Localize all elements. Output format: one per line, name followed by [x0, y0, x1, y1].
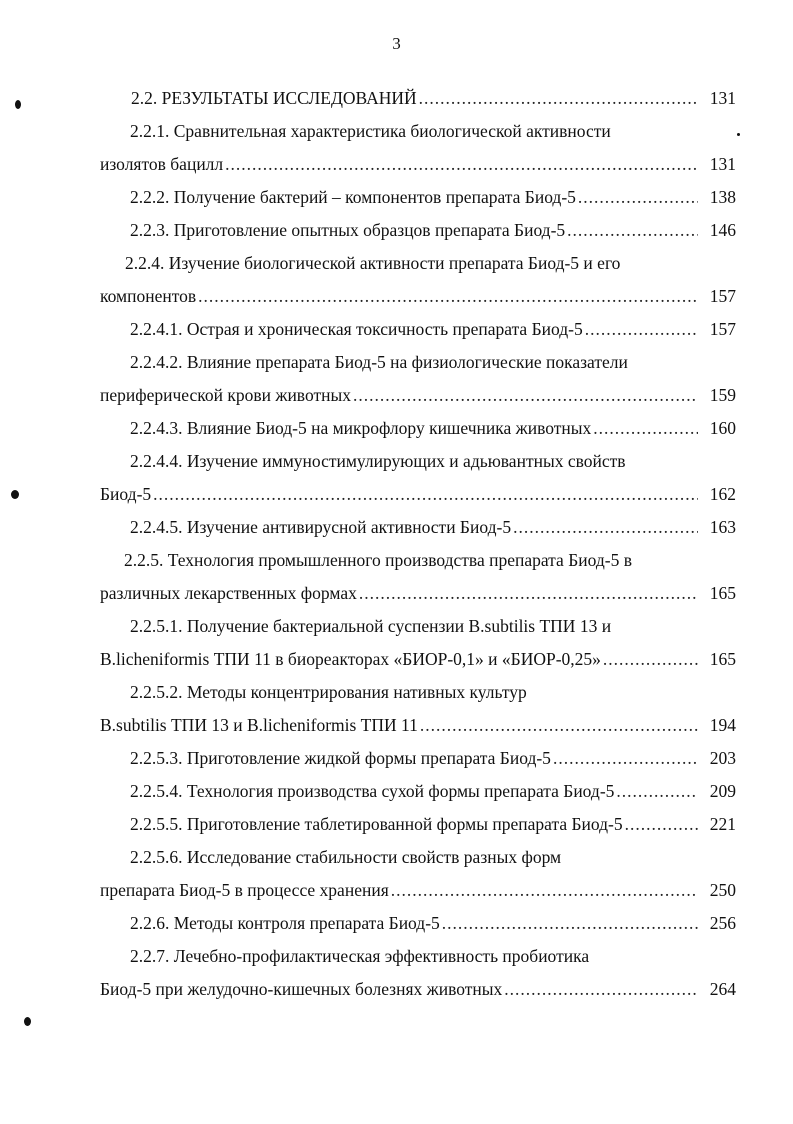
- toc-leader-dots: [593, 416, 698, 440]
- toc-entry-title-lead: 2.2.1. Сравнительная характеристика биологической активности: [130, 121, 611, 141]
- toc-entry-lead: [130, 680, 766, 704]
- toc-entry: [100, 383, 736, 407]
- toc-entry-title-lead: 2.2.5. Технология промышленного производства препарата Биод-5 в: [124, 550, 632, 570]
- toc-entry-page: 250: [709, 880, 736, 900]
- toc-entry-title: 2.2.4.5. Изучение антивирусной активности Биод-5: [130, 517, 512, 537]
- toc-entry-lead: [130, 350, 766, 374]
- toc-entry: [100, 152, 736, 176]
- toc-entry: [100, 482, 736, 506]
- toc-entry-title: 2.2.5.4. Технология производства сухой формы препарата Биод-5: [130, 781, 615, 801]
- toc-entry-title-lead: 2.2.5.2. Методы концентрирования нативных культур: [130, 682, 527, 702]
- toc-entry: [130, 746, 736, 770]
- toc-entry-page: 146: [709, 220, 736, 240]
- toc-entry-title-lead: 2.2.7. Лечебно-профилактическая эффективность пробиотика: [130, 946, 590, 966]
- toc-entry-page: 157: [709, 286, 736, 306]
- toc-leader-dots: [585, 317, 698, 341]
- scan-mark: [15, 100, 21, 109]
- toc-entry-title-lead: 2.2.4. Изучение биологической активности препарата Биод-5 и его: [125, 253, 621, 273]
- toc-entry-page: 163: [709, 517, 736, 537]
- toc-entry-title: периферической крови животных: [100, 385, 351, 405]
- toc-entry-page: 157: [709, 319, 736, 339]
- toc-entry: [130, 779, 736, 803]
- toc-entry-lead: [130, 845, 766, 869]
- toc-entry: [130, 911, 736, 935]
- toc-entry-title: различных лекарственных формах: [100, 583, 357, 603]
- toc-leader-dots: [419, 86, 698, 110]
- toc-entry-page: 165: [709, 649, 736, 669]
- toc-leader-dots: [553, 746, 698, 770]
- toc-leader-dots: [625, 812, 698, 836]
- toc-entry-page: 162: [709, 484, 736, 504]
- toc-leader-dots: [225, 152, 698, 176]
- toc-entry-page: 203: [709, 748, 736, 768]
- toc-entry: [130, 515, 736, 539]
- toc-leader-dots: [513, 515, 698, 539]
- toc-entry-title-lead: 2.2.4.2. Влияние препарата Биод-5 на физиологические показатели: [130, 352, 628, 372]
- toc-entry-title: 2.2.3. Приготовление опытных образцов препарата Биод-5: [130, 220, 566, 240]
- scan-mark: [24, 1017, 31, 1026]
- toc-entry: [130, 218, 736, 242]
- toc-leader-dots: [420, 713, 698, 737]
- toc-entry-page: 138: [709, 187, 736, 207]
- toc-entry: [100, 878, 736, 902]
- toc-entry-page: 165: [709, 583, 736, 603]
- toc-entry: [100, 977, 736, 1001]
- toc-entry-lead: [130, 449, 766, 473]
- toc-entry-page: 264: [709, 979, 736, 999]
- toc-entry: [130, 416, 736, 440]
- toc-entry-title: 2.2.5.3. Приготовление жидкой формы препарата Биод-5: [130, 748, 551, 768]
- toc-entry: [130, 185, 736, 209]
- toc-entry-page: 256: [709, 913, 736, 933]
- toc-leader-dots: [616, 779, 698, 803]
- toc-entry-page: 131: [709, 154, 736, 174]
- toc-entry: [131, 86, 736, 110]
- toc-entry-page: 131: [709, 88, 736, 108]
- toc-entry-lead: [124, 548, 760, 572]
- toc-leader-dots: [567, 218, 698, 242]
- toc-entry-page: 160: [709, 418, 736, 438]
- toc-entry-title-lead: 2.2.5.6. Исследование стабильности свойств разных форм: [130, 847, 562, 867]
- toc-entry-lead: [125, 251, 761, 275]
- toc-entry-page: 209: [709, 781, 736, 801]
- toc-entry-title-lead: 2.2.4.4. Изучение иммуностимулирующих и адьювантных свойств: [130, 451, 626, 471]
- toc-entry-title: Биод-5: [100, 484, 152, 504]
- toc-entry-title: 2.2.6. Методы контроля препарата Биод-5: [130, 913, 440, 933]
- toc-entry-page: 221: [709, 814, 736, 834]
- toc-entry-title: 2.2.2. Получение бактерий – компонентов препарата Биод-5: [130, 187, 576, 207]
- toc-leader-dots: [442, 911, 698, 935]
- toc-leader-dots: [504, 977, 698, 1001]
- toc-entry-title: 2.2.4.1. Острая и хроническая токсичность препарата Биод-5: [130, 319, 583, 339]
- toc-entry-title: 2.2. РЕЗУЛЬТАТЫ ИССЛЕДОВАНИЙ: [131, 88, 417, 108]
- toc-entry-title: 2.2.5.5. Приготовление таблетированной формы препарата Биод-5: [130, 814, 623, 834]
- toc-entry: [130, 317, 736, 341]
- toc-entry: [100, 581, 736, 605]
- toc-leader-dots: [603, 647, 698, 671]
- toc-leader-dots: [578, 185, 698, 209]
- toc-leader-dots: [359, 581, 698, 605]
- toc-entry: [100, 284, 736, 308]
- toc-entry-lead: [130, 119, 766, 143]
- toc-entry: [100, 647, 736, 671]
- toc-leader-dots: [353, 383, 698, 407]
- toc-entry-title: B.licheniformis ТПИ 11 в биореакторах «БИОР-0,1» и «БИОР-0,25»: [100, 649, 601, 669]
- toc-entry-title: компонентов: [100, 286, 197, 306]
- toc-entry-title: препарата Биод-5 в процессе хранения: [100, 880, 389, 900]
- toc-entry: [100, 713, 736, 737]
- scan-mark: [737, 133, 740, 136]
- toc-entry-page: 194: [709, 715, 736, 735]
- toc-entry-title: изолятов бацилл: [100, 154, 224, 174]
- scan-mark: [11, 490, 19, 499]
- toc-leader-dots: [198, 284, 698, 308]
- toc-entry-page: 159: [709, 385, 736, 405]
- toc-entry-title: Биод-5 при желудочно-кишечных болезнях животных: [100, 979, 503, 999]
- toc-entry-title: 2.2.4.3. Влияние Биод-5 на микрофлору кишечника животных: [130, 418, 592, 438]
- page-number: 3: [392, 34, 401, 53]
- toc-entry-title: B.subtilis ТПИ 13 и B.licheniformis ТПИ 11: [100, 715, 418, 735]
- toc-entry-lead: [130, 944, 766, 968]
- toc-entry-lead: [130, 614, 766, 638]
- toc-entry-title-lead: 2.2.5.1. Получение бактериальной суспензии B.subtilis ТПИ 13 и: [130, 616, 612, 636]
- toc-leader-dots: [153, 482, 698, 506]
- toc-entry: [130, 812, 736, 836]
- toc-leader-dots: [391, 878, 698, 902]
